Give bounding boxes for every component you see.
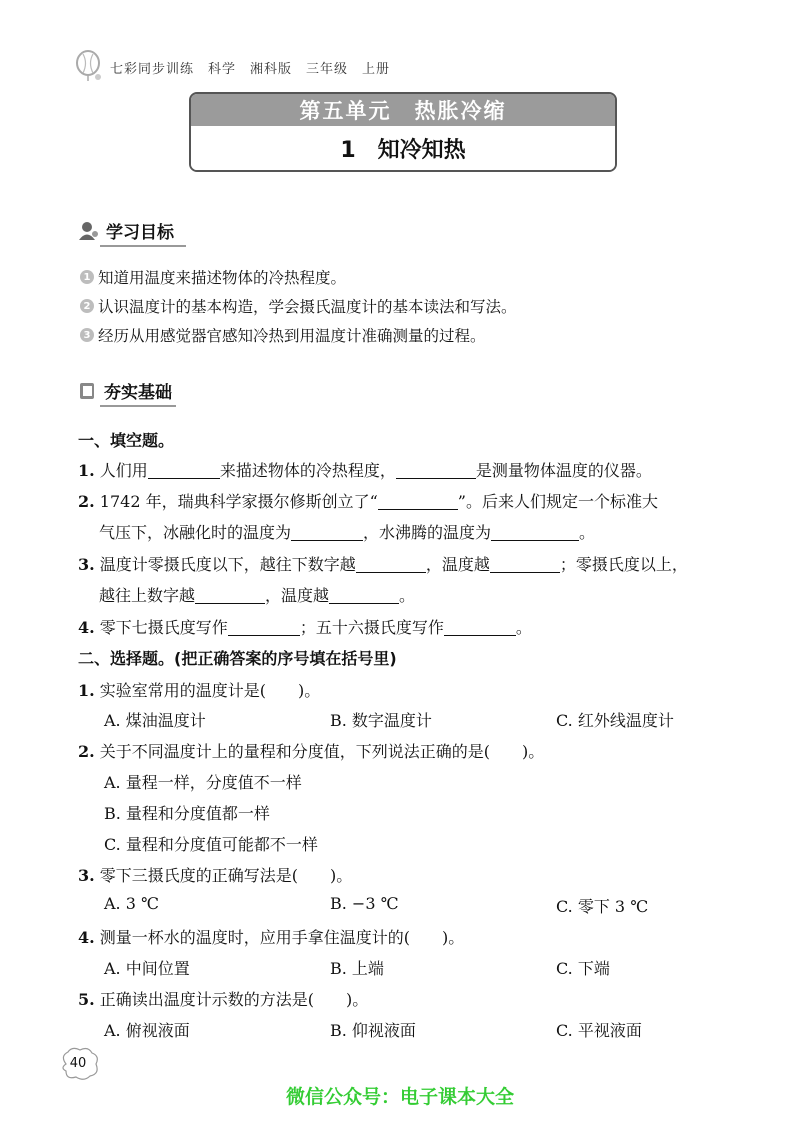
fill-question-2-cont: [99, 520, 595, 543]
choice-question-5: [78, 987, 368, 1010]
title-box: [189, 92, 617, 172]
question-text: ，温度越: [425, 555, 490, 574]
answer-blank[interactable]: [491, 524, 579, 541]
goal-item: [80, 324, 486, 346]
unit-title: 第五单元 热胀冷缩: [191, 94, 615, 126]
option-b[interactable]: B. 量程和分度值都一样: [104, 804, 270, 823]
basics-heading-label: 夯实基础: [104, 383, 172, 403]
goal-text: 知道用温度来描述物体的冷热程度。: [98, 269, 347, 287]
question-text: ，水沸腾的温度为: [363, 523, 492, 542]
answer-blank[interactable]: [378, 493, 458, 510]
question-text: 气压下，冰融化时的温度为: [99, 523, 292, 542]
option-a[interactable]: A. 煤油温度计: [104, 711, 206, 730]
goal-text: 经历从用感觉器官感知冷热到用温度计准确测量的过程。: [98, 327, 486, 345]
goals-heading-underline: [100, 245, 186, 247]
question-number: 2.: [78, 492, 95, 511]
option-a[interactable]: A. 俯视液面: [104, 1021, 190, 1040]
answer-blank[interactable]: [356, 556, 426, 573]
question-number: 1.: [78, 681, 95, 700]
answer-blank[interactable]: [228, 619, 300, 636]
question-text: ；五十六摄氏度写作: [299, 618, 444, 637]
goal-text: 认识温度计的基本构造，学会摄氏温度计的基本读法和写法。: [98, 298, 517, 316]
option-a[interactable]: A. 3 ℃: [104, 894, 159, 913]
option-b[interactable]: B. 仰视液面: [330, 1021, 416, 1040]
lesson-title: 1 知冷知热: [191, 126, 615, 170]
question-text: 来描述物体的冷热程度，: [219, 461, 396, 480]
question-text: 关于不同温度计上的量程和分度值，下列说法正确的是( )。: [99, 742, 545, 761]
option-c[interactable]: C. 零下 3 ℃: [556, 897, 649, 916]
goal-number-icon: 1: [80, 270, 94, 284]
question-text: 1742 年，瑞典科学家摄尔修斯创立了“: [99, 492, 378, 511]
answer-blank[interactable]: [329, 587, 399, 604]
answer-blank[interactable]: [444, 619, 516, 636]
question-text: 测量一杯水的温度时，应用手拿住温度计的( )。: [99, 928, 465, 947]
question-text: 。: [579, 523, 596, 542]
fill-question-4: [78, 615, 532, 638]
question-number: 5.: [78, 990, 95, 1009]
option-b[interactable]: B. −3 ℃: [330, 894, 399, 913]
question-text: ”。后来人们规定一个标准大: [457, 492, 658, 511]
question-number: 4.: [78, 618, 95, 637]
question-number: 4.: [78, 928, 95, 947]
choice-question-3: [78, 863, 352, 886]
fill-question-2: [78, 489, 658, 512]
question-text: ；零摄氏度以上，: [559, 555, 688, 574]
question-text: 。: [515, 618, 532, 637]
goal-item: [80, 266, 346, 288]
person-icon: [78, 220, 100, 242]
goals-heading: [78, 218, 174, 243]
option-c[interactable]: C. 量程和分度值可能都不一样: [104, 835, 318, 854]
fill-heading: 一、填空题。: [78, 431, 175, 450]
goal-item: [80, 295, 517, 317]
option-b[interactable]: B. 数字温度计: [330, 711, 432, 730]
choice-question-1: [78, 678, 320, 701]
option-a[interactable]: A. 中间位置: [104, 959, 190, 978]
answer-blank[interactable]: [490, 556, 560, 573]
question-text: 实验室常用的温度计是( )。: [99, 681, 321, 700]
question-number: 3.: [78, 555, 95, 574]
question-text: 是测量物体温度的仪器。: [475, 461, 652, 480]
question-number: 1.: [78, 461, 95, 480]
answer-blank[interactable]: [396, 462, 476, 479]
question-text: 温度计零摄氏度以下，越往下数字越: [99, 555, 356, 574]
goal-number-icon: 2: [80, 299, 94, 313]
fill-question-3: [78, 552, 688, 575]
goals-heading-label: 学习目标: [106, 223, 174, 243]
question-text: 零下七摄氏度写作: [99, 618, 228, 637]
watermark: 微信公众号：电子课本大全: [285, 1086, 514, 1108]
goal-number-icon: 3: [80, 328, 94, 342]
question-text: 越往上数字越: [99, 586, 196, 605]
question-text: 。: [399, 586, 416, 605]
question-number: 3.: [78, 866, 95, 885]
fill-question-3-cont: [99, 583, 415, 606]
balloon-logo-icon: [74, 50, 104, 84]
answer-blank[interactable]: [195, 587, 265, 604]
question-text: 正确读出温度计示数的方法是( )。: [99, 990, 369, 1009]
option-c[interactable]: C. 下端: [556, 959, 610, 978]
basics-heading-underline: [100, 405, 176, 407]
header-text: 七彩同步训练 科学 湘科版 三年级 上册: [110, 62, 391, 77]
fill-question-1: [78, 458, 652, 481]
choice-question-4: [78, 925, 464, 948]
option-b[interactable]: B. 上端: [330, 959, 384, 978]
question-text: 零下三摄氏度的正确写法是( )。: [99, 866, 353, 885]
question-text: 人们用: [99, 461, 148, 480]
answer-blank[interactable]: [148, 462, 220, 479]
answer-blank[interactable]: [291, 524, 363, 541]
choice-question-2: [78, 739, 544, 762]
question-number: 2.: [78, 742, 95, 761]
option-c[interactable]: C. 红外线温度计: [556, 711, 674, 730]
basics-heading: [78, 378, 172, 403]
choice-heading: 二、选择题。(把正确答案的序号填在括号里): [78, 649, 397, 668]
notebook-icon: [78, 381, 98, 401]
question-text: ，温度越: [265, 586, 330, 605]
page-number: 40: [69, 1055, 87, 1071]
option-c[interactable]: C. 平视液面: [556, 1021, 642, 1040]
option-a[interactable]: A. 量程一样，分度值不一样: [104, 773, 302, 792]
